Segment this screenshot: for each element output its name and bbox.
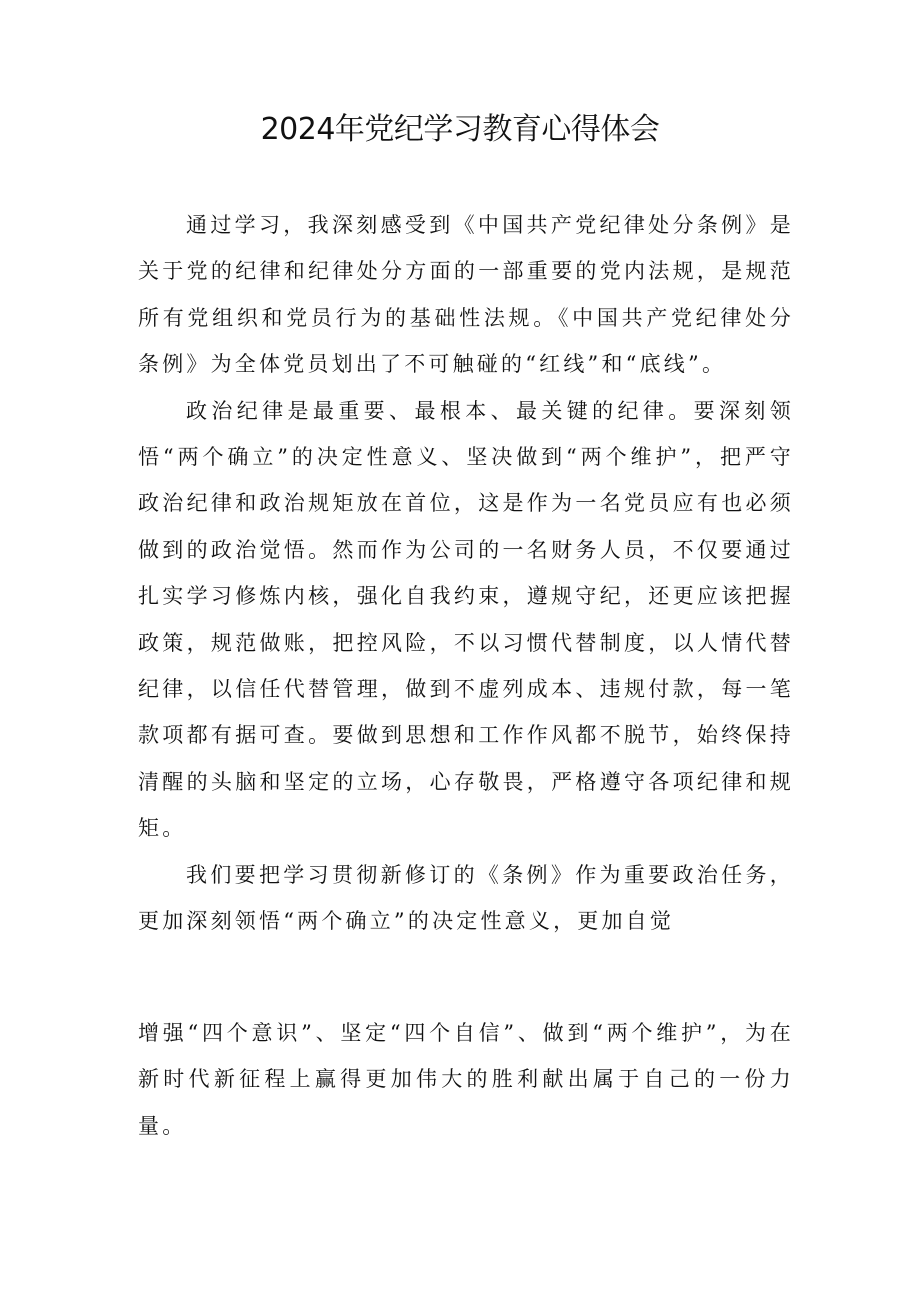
paragraph-1: 通过学习，我深刻感受到《中国共产党纪律处分条例》是关于党的纪律和纪律处分方面的一部重要的党内法规，是规范所有党组织和党员行为的基础性法规。《中国共产党纪律处分条例》为全体党员划出了不可触碰的“红线”和“底线”。 <box>138 213 794 377</box>
document-title: 2024年党纪学习教育心得体会 <box>260 112 660 147</box>
document-body-continued <box>138 1010 794 1149</box>
paragraph-3-continuation: 增强“四个意识”、坚定“四个自信”、做到“两个维护”，为在新时代新征程上赢得更加伟大的胜利献出属于自己的一份力量。 <box>138 1021 794 1138</box>
document-body <box>138 202 794 945</box>
paragraph-2: 政治纪律是最重要、最根本、最关键的纪律。要深刻领悟“两个确立”的决定性意义、坚决做到“两个维护”，把严守政治纪律和政治规矩放在首位，这是作为一名党员应有也必须做到的政治觉悟。然而作为公司的一名财务人员，不仅要通过扎实学习修炼内核，强化自我约束，遵规守纪，还更应该把握政策，规范做账，把控风险，不以习惯代替制度，以人情代替纪律，以信任代替管理，做到不虚列成本、违规付款，每一笔款项都有据可查。要做到思想和工作作风都不脱节，始终保持清醒的头脑和坚定的立场，心存敬畏，严格遵守各项纪律和规矩。 <box>138 398 794 841</box>
paragraph-3: 我们要把学习贯彻新修订的《条例》作为重要政治任务，更加深刻领悟“两个确立”的决定性意义，更加自觉 <box>138 862 794 934</box>
